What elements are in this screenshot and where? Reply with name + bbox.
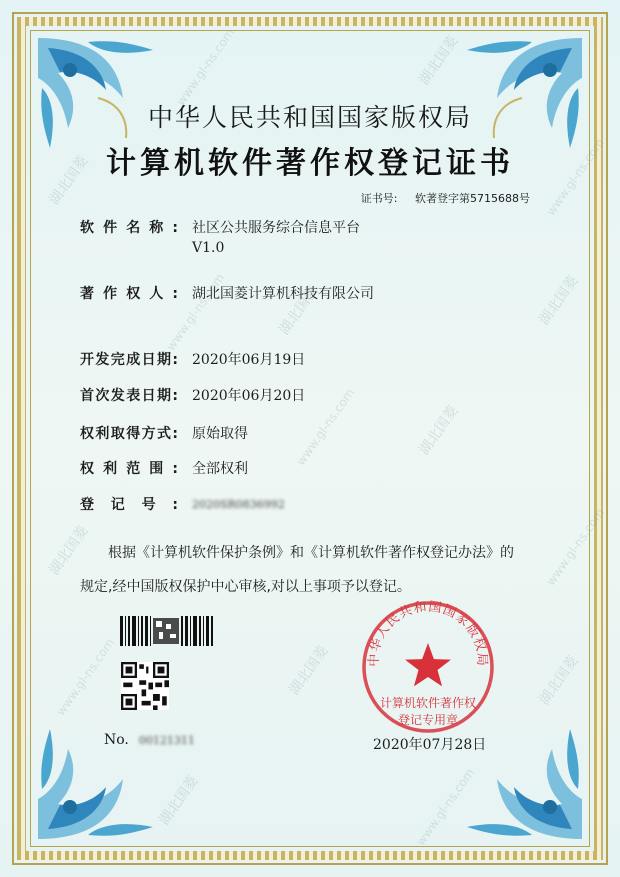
field-value <box>192 218 360 258</box>
issue-date: 2020年07月28日 <box>373 737 487 753</box>
software-name: 社区公共服务综合信息平台 <box>192 220 360 236</box>
field-label: 权利范围: <box>80 461 178 477</box>
watermark: www.gl-ns.com <box>173 25 238 109</box>
corner-ornament-icon <box>28 699 178 849</box>
watermark: 湖北国菱 <box>276 283 322 339</box>
qr-code-icon <box>121 662 169 710</box>
watermark: www.gl-ns.com <box>413 765 478 849</box>
field-publish-date <box>80 386 305 406</box>
field-scope <box>80 459 248 479</box>
watermark: 湖北国菱 <box>156 773 202 829</box>
field-label: 开发完成日期: <box>80 352 178 368</box>
certificate-number-value: 软著登字第5715688号 <box>415 192 530 205</box>
field-label: 首次发表日期: <box>80 388 178 404</box>
watermark: www.gl-ns.com <box>53 635 118 719</box>
field-acquire-method <box>80 424 248 444</box>
field-registration-number <box>80 495 285 515</box>
certificate-number-label: 证书号: <box>360 192 398 205</box>
field-value: 湖北国菱计算机科技有限公司 <box>192 286 374 302</box>
field-value: 2020年06月20日 <box>192 388 306 404</box>
watermark: 湖北国菱 <box>536 273 582 329</box>
issuing-authority: 中华人民共和国国家版权局 <box>147 103 472 132</box>
serial-number-value: 00121311 <box>138 734 195 747</box>
watermark: www.gl-ns.com <box>543 505 608 589</box>
software-version: V1.0 <box>192 240 225 256</box>
field-software-name <box>80 218 360 258</box>
field-label: 软件名称: <box>80 220 178 236</box>
field-value: 全部权利 <box>192 461 248 477</box>
watermark: 湖北国菱 <box>416 403 462 459</box>
watermark: www.gl-ns.com <box>163 270 228 354</box>
certificate-number <box>361 190 530 206</box>
body-paragraph: 规定,经中国版权保护中心审核,对以上事项予以登记。 <box>80 579 411 595</box>
seal-line: 计算机软件著作权 <box>379 696 476 710</box>
watermark: 湖北国菱 <box>536 653 582 709</box>
certificate-title: 计算机软件著作权登记证书 <box>106 146 514 181</box>
watermark: 湖北国菱 <box>286 643 332 699</box>
serial-number <box>104 732 195 748</box>
seal-ring-text: 中华人民共和国国家版权局 <box>366 599 490 667</box>
field-label: 登记号: <box>80 497 178 513</box>
field-owner <box>80 284 374 304</box>
watermark: 湖北国菱 <box>46 153 92 209</box>
watermark: www.gl-ns.com <box>543 135 608 219</box>
serial-number-label: No. <box>104 732 129 748</box>
watermark: 湖北国菱 <box>46 523 92 579</box>
body-paragraph: 根据《计算机软件保护条例》和《计算机软件著作权登记办法》的 <box>108 545 514 561</box>
field-label: 权利取得方式: <box>80 426 178 442</box>
seal-line: 登记专用章 <box>397 713 458 727</box>
watermark: www.gl-ns.com <box>293 385 358 469</box>
field-value: 2020SR0836992 <box>192 498 285 511</box>
field-value: 2020年06月19日 <box>192 352 306 368</box>
field-dev-date <box>80 350 305 370</box>
barcode-icon <box>120 616 215 646</box>
certificate-body <box>80 536 538 604</box>
field-label: 著作权人: <box>80 286 178 302</box>
watermark: 湖北国菱 <box>416 33 462 89</box>
field-value: 原始取得 <box>192 426 248 442</box>
